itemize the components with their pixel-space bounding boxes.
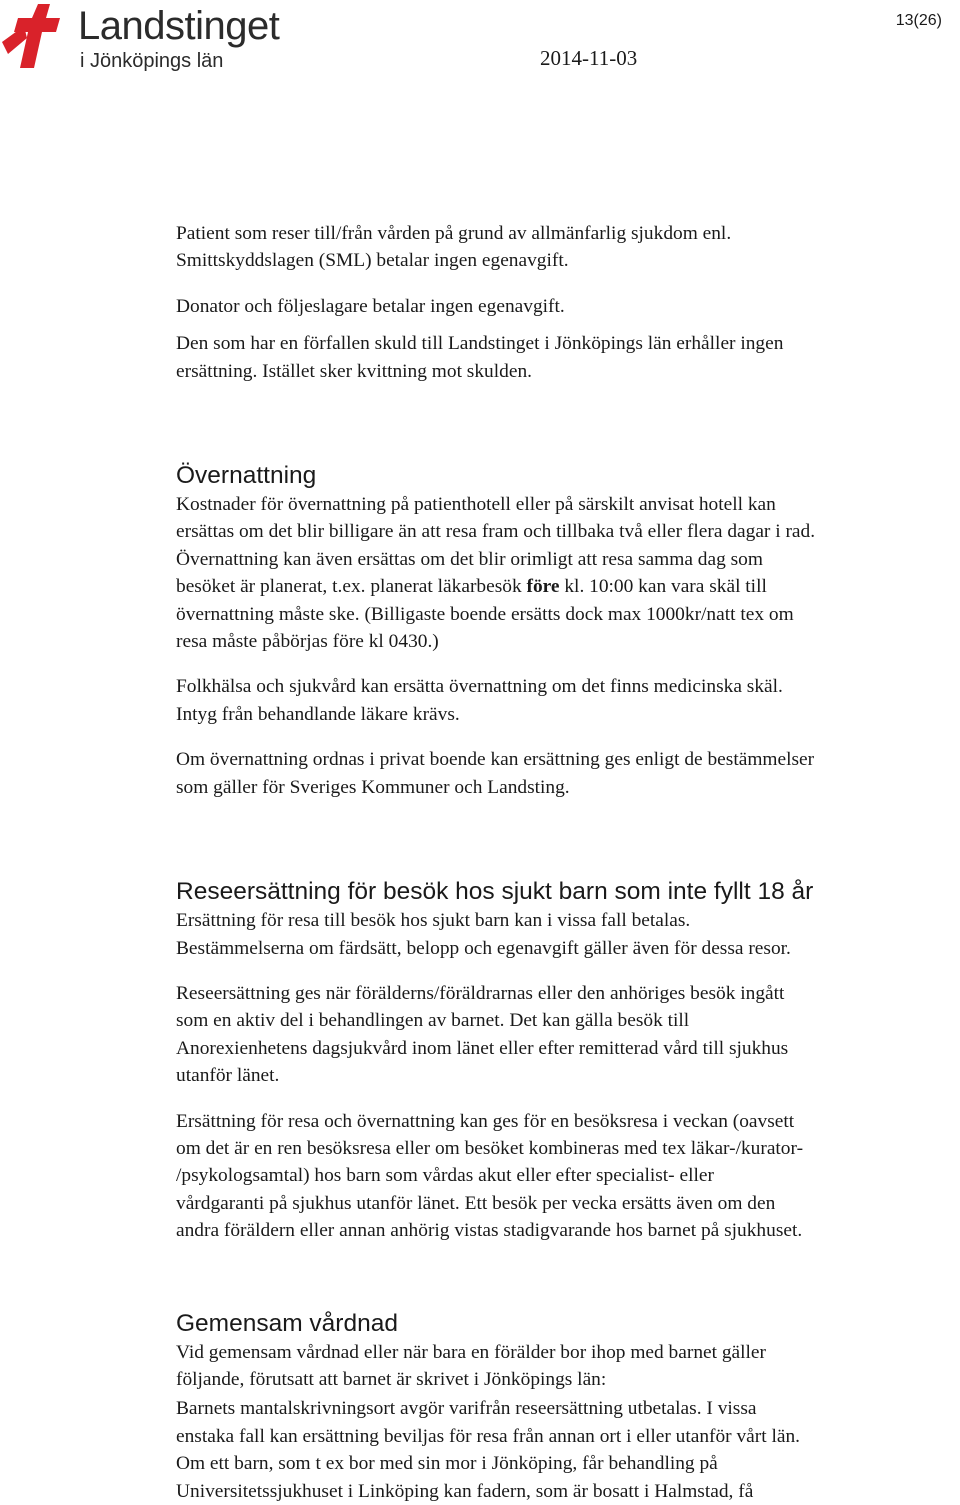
text-line: Barnets mantalskrivningsort avgör varifrån reseersättning utbetalas. I vissa [176, 1398, 757, 1420]
text-line: Om ett barn, som t ex bor med sin mor i Jönköping, får behandling på [176, 1453, 718, 1475]
heading-overnattning: Övernattning [176, 462, 317, 490]
text-line: utanför länet. [176, 1065, 280, 1087]
document-body [176, 220, 960, 1505]
paragraph-privat-boende [176, 746, 960, 801]
text-line: enstaka fall kan ersättning beviljas för resa från annan ort i eller utanför vårt län. [176, 1425, 801, 1447]
text-line: kl. 10:00 kan vara skäl till [559, 576, 767, 598]
heading-gemensam-vardnad: Gemensam vårdnad [176, 1309, 398, 1337]
paragraph-sjukt-barn-behandling [176, 980, 960, 1090]
text-line: Anorexienhetens dagsjukvård inom länet eller efter remitterad vård till sjukhus [176, 1037, 789, 1059]
text-line: ersättas om det blir billigare än att resa fram och tillbaka två eller flera dagar i rad. [176, 521, 816, 543]
text-line: besöket är planerat, t.ex. planerat läkarbesök [176, 576, 527, 598]
heading-sjukt-barn: Reseersättning för besök hos sjukt barn som inte fyllt 18 år [176, 878, 814, 906]
text-line: ersättning. Istället sker kvittning mot skulden. [176, 360, 532, 382]
paragraph-overnattning-cost [176, 491, 960, 655]
text-line: Folkhälsa och sjukvård kan ersätta övernattning om det finns medicinska skäl. [176, 676, 783, 698]
text-line: följande, förutsatt att barnet är skrivet i Jönköpings län: [176, 1368, 607, 1390]
paragraph-vardnad-intro [176, 1339, 960, 1394]
text-line: Om övernattning ordnas i privat boende kan ersättning ges enligt de bestämmelser [176, 749, 815, 771]
text-line: Övernattning kan även ersättas om det blir orimligt att resa samma dag som [176, 548, 763, 570]
text-line: Intyg från behandlande läkare krävs. [176, 703, 460, 725]
paragraph-sjukt-barn-besoksresa [176, 1108, 960, 1245]
text-line: Ersättning för resa till besök hos sjukt barn kan i vissa fall betalas. [176, 910, 691, 932]
bold-word: före [526, 576, 560, 598]
text-line: Patient som reser till/från vården på grund av allmänfarlig sjukdom enl. [176, 223, 732, 244]
logo-subtitle: i Jönköpings län [80, 50, 224, 72]
text-line: Reseersättning ges när förälderns/föräldrarnas eller den anhöriges besök ingått [176, 982, 785, 1004]
text-line: Den som har en förfallen skuld till Landstinget i Jönköpings län erhåller ingen [176, 333, 784, 355]
text-line: Kostnader för övernattning på patienthotell eller på särskilt anvisat hotell kan [176, 494, 776, 516]
text-line: om det är en ren besöksresa eller om besöket kombineras med tex läkar-/kurator- [176, 1137, 804, 1159]
text-line: vårdgaranti på sjukhus utanför länet. Ett besök per vecka ersätts även om den [176, 1192, 776, 1214]
text-line: Vid gemensam vårdnad eller när bara en förälder bor ihop med barnet gäller [176, 1341, 766, 1363]
logo [0, 0, 320, 80]
paragraph-vardnad-mantalskrivning [176, 1395, 960, 1505]
text-line: Ersättning för resa och övernattning kan ges för en besöksresa i veckan (oavsett [176, 1110, 795, 1132]
paragraph-sjukt-barn-intro [176, 907, 960, 962]
text-line: Bestämmelserna om färdsätt, belopp och egenavgift gäller även för dessa resor. [176, 937, 791, 959]
paragraph-skuld [176, 330, 960, 385]
page-number: 13(26) [895, 12, 942, 29]
text-line: som en aktiv del i behandlingen av barnet. Det kan gälla besök till [176, 1010, 690, 1032]
paragraph-medicinska-skal [176, 673, 960, 728]
landstinget-cross-icon [0, 2, 74, 74]
paragraph-sml [176, 220, 960, 275]
logo-title: Landstinget [78, 4, 280, 48]
document-date: 2014-11-03 [540, 46, 638, 70]
text-line: Universitetssjukhuset i Linköping kan fadern, som är bosatt i Halmstad, få [176, 1480, 754, 1502]
text-line: som gäller för Sveriges Kommuner och Landsting. [176, 776, 570, 798]
text-line: övernattning måste ske. (Billigaste boende ersätts dock max 1000kr/natt tex om [176, 603, 794, 625]
text-line: resa måste påbörjas före kl 0430.) [176, 631, 439, 653]
text-line: andra föräldern eller annan anhörig vistas stadigvarande hos barnet på sjukhuset. [176, 1220, 803, 1242]
text-line: Donator och följeslagare betalar ingen egenavgift. [176, 295, 565, 317]
text-line: Smittskyddslagen (SML) betalar ingen egenavgift. [176, 250, 569, 272]
paragraph-donator [176, 293, 960, 320]
text-line: /psykologsamtal) hos barn som vårdas akut eller efter specialist- eller [176, 1165, 714, 1187]
